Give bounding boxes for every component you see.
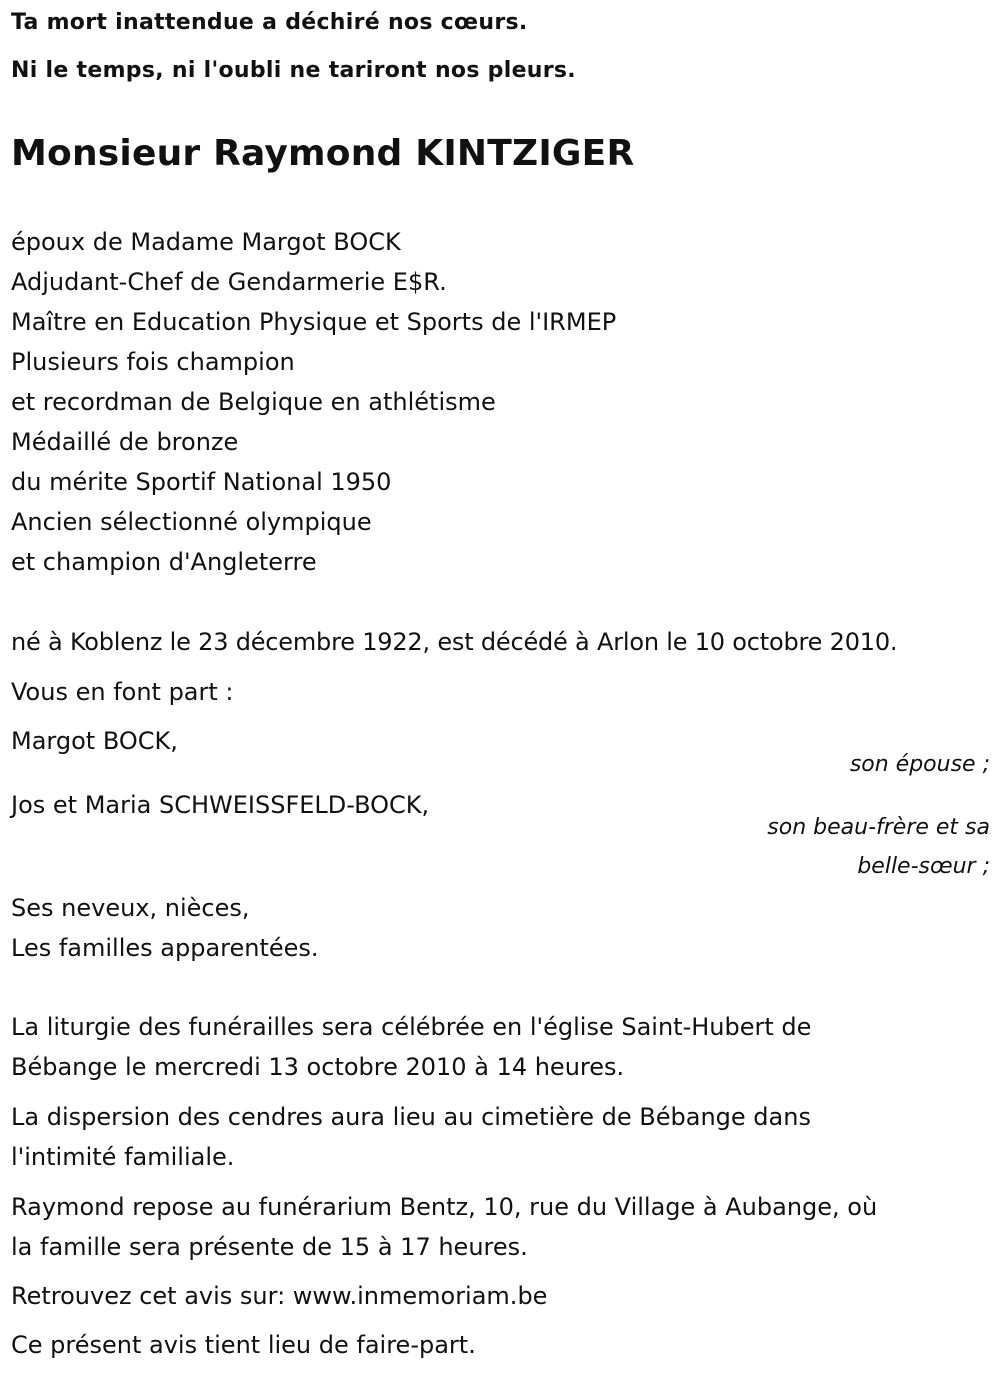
birth-death-line: né à Koblenz le 23 décembre 1922, est décédé à Arlon le 10 octobre 2010. bbox=[11, 628, 898, 656]
family-member-relation: belle-sœur ; bbox=[857, 854, 990, 879]
rest-line: Raymond repose au funérarium Bentz, 10, rue du Village à Aubange, où bbox=[11, 1193, 878, 1221]
ashes-line: La dispersion des cendres aura lieu au cimetière de Bébange dans bbox=[11, 1103, 811, 1131]
title-line: Médaillé de bronze bbox=[11, 428, 239, 456]
family-member-relation: son beau-frère et sa bbox=[767, 815, 990, 840]
closing-line: Ce présent avis tient lieu de faire-part. bbox=[11, 1331, 476, 1359]
ashes-line: l'intimité familiale. bbox=[11, 1143, 235, 1171]
family-member-name: Margot BOCK, bbox=[11, 727, 178, 755]
liturgy-line: La liturgie des funérailles sera célébrée en l'église Saint-Hubert de bbox=[11, 1013, 812, 1041]
title-line: Plusieurs fois champion bbox=[11, 348, 295, 376]
ashes-paragraph bbox=[11, 1097, 811, 1177]
other-relatives-line: Ses neveux, nièces, bbox=[11, 894, 250, 922]
title-line: et champion d'Angleterre bbox=[11, 548, 317, 576]
rest-line: la famille sera présente de 15 à 17 heures. bbox=[11, 1233, 528, 1261]
family-member-name: Jos et Maria SCHWEISSFELD-BOCK, bbox=[11, 791, 430, 819]
verse-line-2: Ni le temps, ni l'oubli ne tariront nos pleurs. bbox=[11, 58, 576, 83]
rest-paragraph bbox=[11, 1187, 877, 1267]
liturgy-line: Bébange le mercredi 13 octobre 2010 à 14 heures. bbox=[11, 1053, 625, 1081]
title-line: du mérite Sportif National 1950 bbox=[11, 468, 392, 496]
title-line: Maître en Education Physique et Sports de l'IRMEP bbox=[11, 308, 617, 336]
title-line: époux de Madame Margot BOCK bbox=[11, 228, 401, 256]
titles-block bbox=[11, 222, 616, 582]
liturgy-paragraph bbox=[11, 1007, 811, 1087]
website-line: Retrouvez cet avis sur: www.inmemoriam.be bbox=[11, 1282, 548, 1310]
verse-line-1: Ta mort inattendue a déchiré nos cœurs. bbox=[11, 10, 528, 35]
announcement-intro: Vous en font part : bbox=[11, 678, 234, 706]
other-relatives bbox=[11, 888, 319, 968]
title-line: Ancien sélectionné olympique bbox=[11, 508, 372, 536]
deceased-name: Monsieur Raymond KINTZIGER bbox=[11, 133, 635, 174]
title-line: et recordman de Belgique en athlétisme bbox=[11, 388, 496, 416]
other-relatives-line: Les familles apparentées. bbox=[11, 934, 319, 962]
family-member-relation: son épouse ; bbox=[849, 752, 990, 777]
title-line: Adjudant-Chef de Gendarmerie E$R. bbox=[11, 268, 447, 296]
